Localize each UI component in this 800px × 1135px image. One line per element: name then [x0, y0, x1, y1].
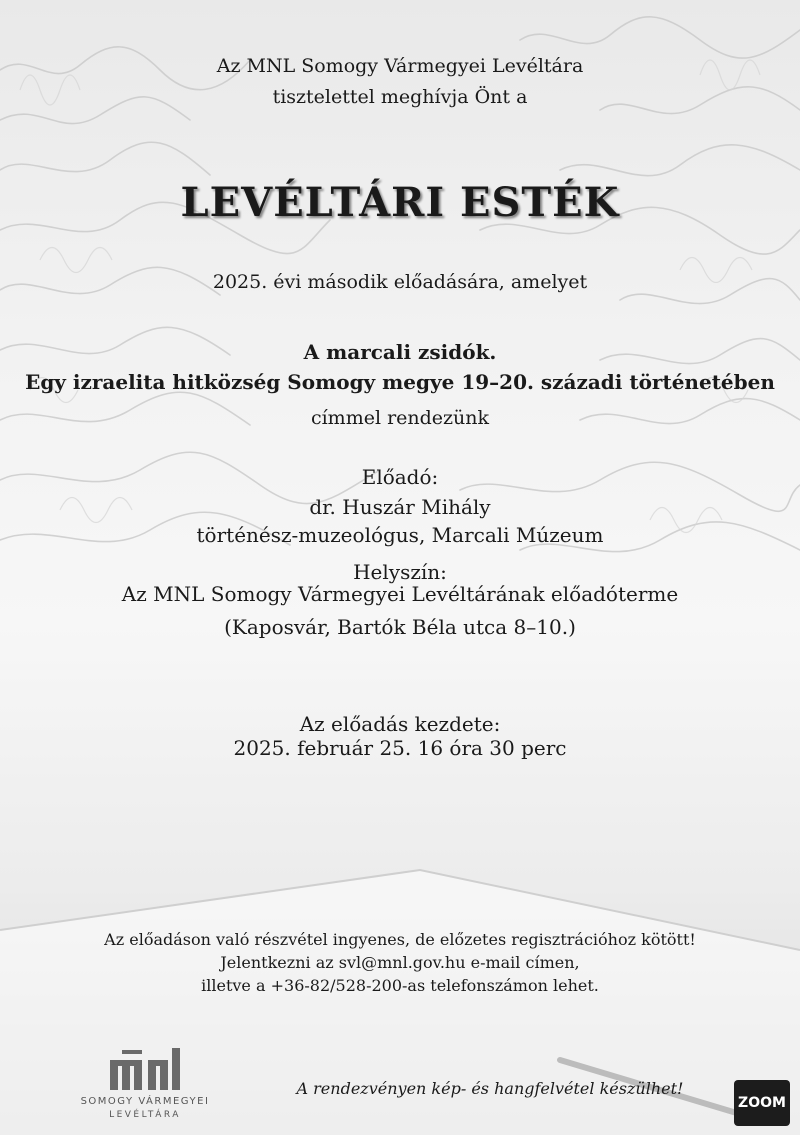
start-datetime: 2025. február 25. 16 óra 30 perc [233, 736, 567, 760]
title-suffix-line: címmel rendezünk [310, 407, 490, 429]
invite-line: tisztelettel meghívja Önt a [272, 86, 528, 108]
event-intro-line: 2025. évi második előadására, amelyet [212, 271, 588, 293]
venue-address: (Kaposvár, Bartók Béla utca 8–10.) [224, 615, 576, 639]
logo-text-line-2: LEVÉLTÁRA [109, 1110, 181, 1120]
venue-label: Helyszín: [353, 560, 447, 584]
archive-logo [70, 1046, 220, 1121]
speaker-role: történész-muzeológus, Marcali Múzeum [196, 523, 604, 547]
recording-notice: A rendezvényen kép- és hangfelvétel készülhet! [296, 1079, 684, 1098]
event-series-title: LEVÉLTÁRI ESTÉK [180, 179, 620, 226]
speaker-name: dr. Huszár Mihály [309, 495, 491, 519]
organizer-line: Az MNL Somogy Vármegyei Levéltára [216, 55, 584, 77]
speaker-label: Előadó: [361, 465, 439, 489]
mnl-logo-icon [108, 1046, 182, 1092]
start-label: Az előadás kezdete: [299, 712, 501, 736]
venue-name: Az MNL Somogy Vármegyei Levéltárának előadóterme [121, 582, 679, 606]
registration-line-3: illetve a +36-82/528-200-as telefonszámon lehet. [201, 976, 599, 995]
registration-line-2: Jelentkezni az svl@mnl.gov.hu e-mail címen, [220, 953, 580, 972]
registration-line-1: Az előadáson való részvétel ingyenes, de előzetes regisztrációhoz kötött! [104, 930, 696, 949]
zoom-badge: ZOOM [734, 1080, 790, 1126]
logo-text-line-1: SOMOGY VÁRMEGYEI [80, 1096, 210, 1107]
lecture-title-main: A marcali zsidók. [303, 340, 497, 364]
lecture-title-sub: Egy izraelita hitközség Somogy megye 19–20. századi történetében [25, 370, 775, 394]
